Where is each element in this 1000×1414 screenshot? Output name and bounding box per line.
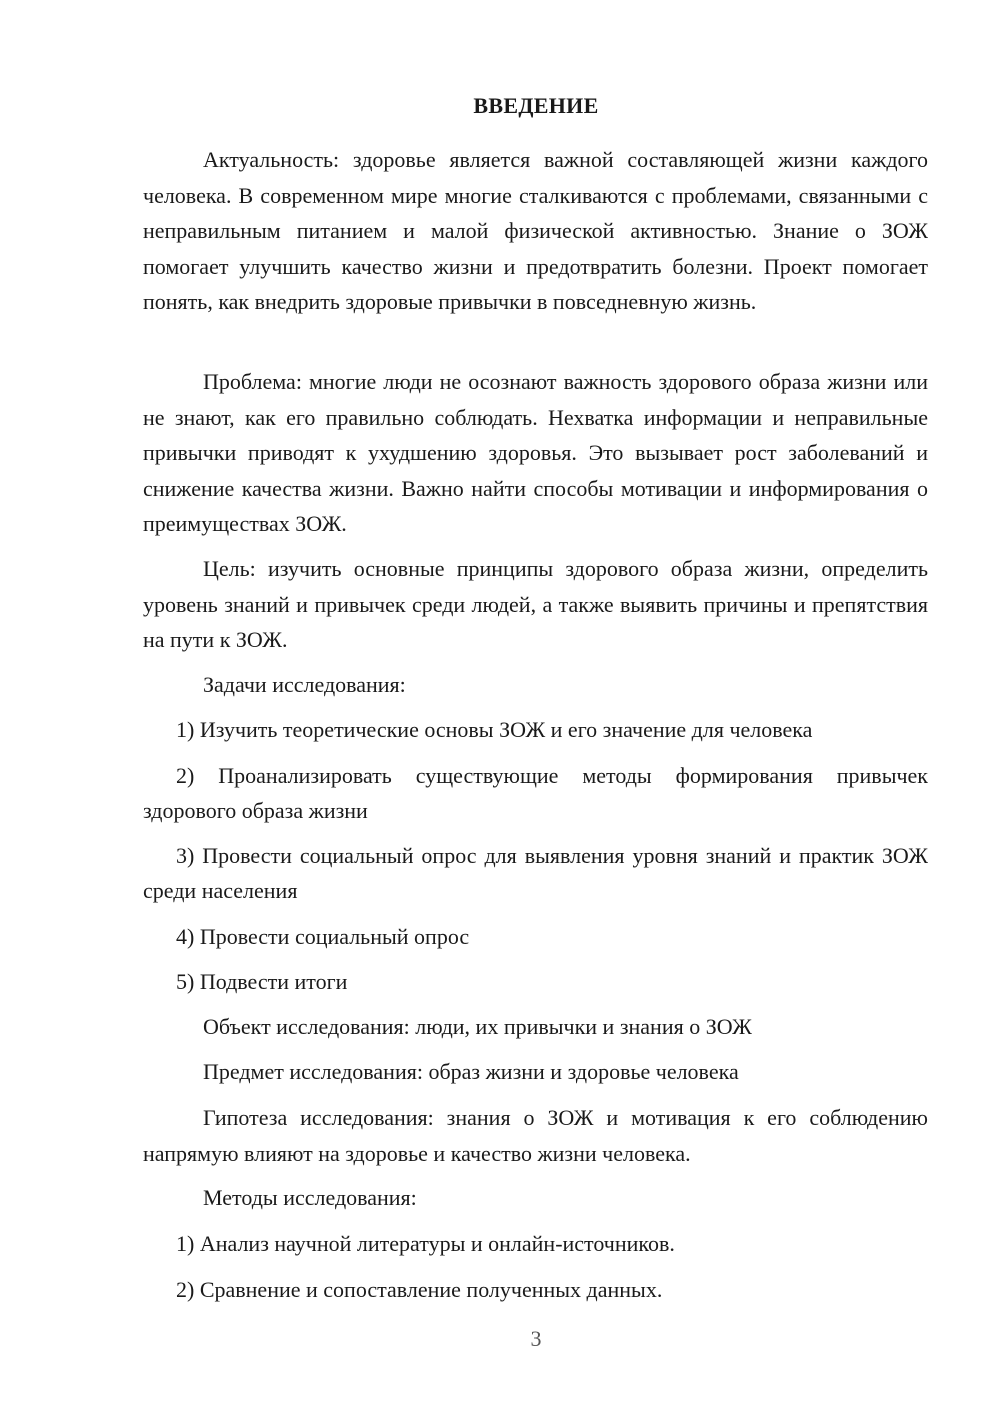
methods-title: Методы исследования: <box>203 1185 417 1210</box>
problem-paragraph: Проблема: многие люди не осознают важность здорового образа жизни или не знают, как его правильно соблюдать. Нехватка информации и неправильные привычки приводят к ухудшению здоровья. Это вызывает рост заболеваний и снижение качества жизни. Важно найти способы мотивации и информирования о преимуществах ЗОЖ. <box>143 369 928 536</box>
task-item-5: 5) Подвести итоги <box>176 969 348 994</box>
page-number: 3 <box>530 1326 542 1351</box>
tasks-title: Задачи исследования: <box>203 672 406 697</box>
task-item-3: 3) Провести социальный опрос для выявления уровня знаний и практик ЗОЖ среди населения <box>143 843 928 903</box>
task-item-2: 2) Проанализировать существующие методы формирования привычек здорового образа жизни <box>143 763 928 823</box>
page-title: ВВЕДЕНИЕ <box>473 93 599 118</box>
goal-paragraph: Цель: изучить основные принципы здорового образа жизни, определить уровень знаний и привычек среди людей, а также выявить причины и препятствия на пути к ЗОЖ. <box>143 556 928 652</box>
relevance-paragraph: Актуальность: здоровье является важной составляющей жизни каждого человека. В современном мире многие сталкиваются с проблемами, связанными с неправильным питанием и малой физической активностью. Знание о ЗОЖ помогает улучшить качество жизни и предотвратить болезни. Проект помогает понять, как внедрить здоровые привычки в повседневную жизнь. <box>143 147 928 314</box>
hypothesis-paragraph: Гипотеза исследования: знания о ЗОЖ и мотивация к его соблюдению напрямую влияют на здоровье и качество жизни человека. <box>143 1105 928 1166</box>
task-item-4: 4) Провести социальный опрос <box>176 924 470 949</box>
task-item-1: 1) Изучить теоретические основы ЗОЖ и его значение для человека <box>176 717 813 742</box>
method-item-1: 1) Анализ научной литературы и онлайн-источников. <box>176 1231 675 1256</box>
research-object: Объект исследования: люди, их привычки и знания о ЗОЖ <box>203 1014 752 1039</box>
research-subject: Предмет исследования: образ жизни и здоровье человека <box>203 1059 739 1084</box>
method-item-2: 2) Сравнение и сопоставление полученных данных. <box>176 1277 663 1302</box>
